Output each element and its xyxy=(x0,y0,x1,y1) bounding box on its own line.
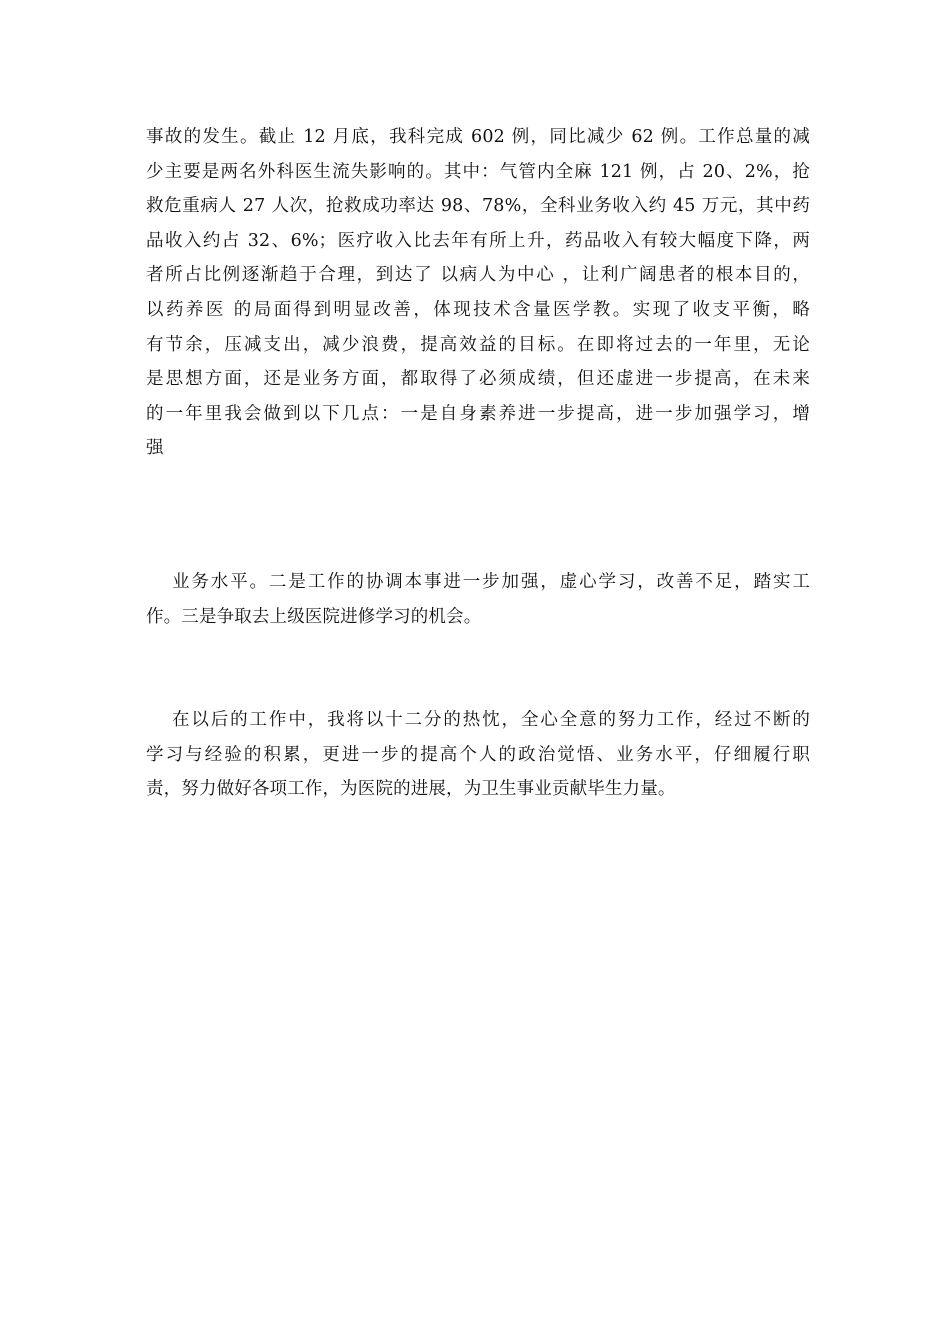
text-line: 责，努力做好各项工作，为医院的进展，为卫生事业贡献毕生力量。 xyxy=(146,779,676,800)
text-line: 有节余，压减支出，减少浪费，提高效益的目标。在即将过去的一年里，无论 xyxy=(146,334,810,355)
paragraph-plans xyxy=(146,565,810,634)
paragraph-summary xyxy=(146,120,810,466)
text-line: 作。三是争取去上级医院进修学习的机会。 xyxy=(146,606,482,627)
paragraph-conclusion xyxy=(146,703,810,807)
text-line: 者所占比例逐渐趋于合理，到达了 以病人为中心 ，让利广阔患者的根本目的， xyxy=(146,265,810,286)
text-line: 学习与经验的积累，更进一步的提高个人的政治觉悟、业务水平，仔细履行职 xyxy=(146,744,810,765)
text-line: 是思想方面，还是业务方面，都取得了必须成绩，但还虚进一步提高，在未来 xyxy=(146,369,810,390)
text-line: 品收入约占 32、6%；医疗收入比去年有所上升，药品收入有较大幅度下降，两 xyxy=(146,230,810,251)
text-line: 业务水平。二是工作的协调本事进一步加强，虚心学习，改善不足，踏实工 xyxy=(172,572,810,592)
text-line: 事故的发生。截止 12 月底，我科完成 602 例，同比减少 62 例。工作总量的减 xyxy=(146,127,810,147)
text-line: 以药养医 的局面得到明显改善，体现技术含量医学教。实现了收支平衡，略 xyxy=(146,299,810,320)
text-line: 少主要是两名外科医生流失影响的。其中：气管内全麻 121 例，占 20、2%，抢 xyxy=(146,161,810,182)
text-line: 强 xyxy=(146,438,164,459)
text-line: 救危重病人 27 人次，抢救成功率达 98、78%，全科业务收入约 45 万元，其中药 xyxy=(146,196,810,217)
text-line: 在以后的工作中，我将以十二分的热忱，全心全意的努力工作，经过不断的 xyxy=(172,710,810,730)
text-line: 的一年里我会做到以下几点：一是自身素养进一步提高，进一步加强学习，增 xyxy=(146,403,810,424)
